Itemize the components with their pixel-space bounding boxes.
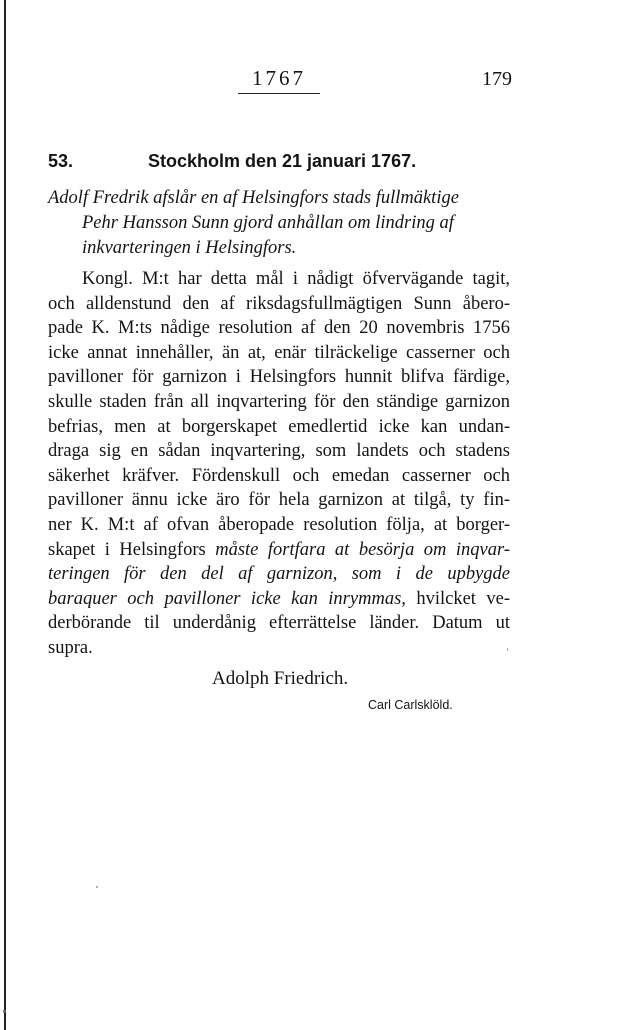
body-line: derbörande til underdånig efterrättelse länder. Datum ut bbox=[48, 613, 510, 634]
document-body bbox=[48, 267, 510, 661]
body-text-italic: måste fortfara at besörja om inqvar- bbox=[215, 539, 510, 560]
document-number: 53. bbox=[48, 151, 74, 171]
page-number: 179 bbox=[482, 68, 512, 90]
body-line: pavilloner ännu icke äro för hela garnizon at tilgå, ty fin- bbox=[48, 490, 510, 511]
body-line: Kongl. M:t har detta mål i nådigt öfvervägande tagit, bbox=[82, 269, 510, 289]
body-line: supra. bbox=[48, 637, 93, 658]
body-line: draga sig en sådan inqvartering, som landets och stadens bbox=[48, 441, 510, 462]
body-line-mixed bbox=[48, 538, 510, 563]
body-line: befrias, men at borgerskapet emedlertid icke kan undan- bbox=[48, 416, 510, 437]
body-line: säkerhet kräfver. Fördenskull och emedan casserner och bbox=[48, 465, 510, 486]
running-head-year: 1767 bbox=[252, 66, 306, 90]
body-text-roman: hvilcket ve- bbox=[416, 588, 511, 609]
body-line: pavilloner för garnizon i Helsingfors hunnit blifva färdige, bbox=[48, 367, 510, 388]
signature-countersign: Carl Carlsklöld. bbox=[368, 698, 453, 712]
scan-speck bbox=[3, 1010, 6, 1013]
scan-speck bbox=[507, 648, 508, 651]
body-line bbox=[48, 562, 510, 587]
summary-line: Adolf Fredrik afslår en af Helsingfors stads fullmäktige bbox=[48, 188, 459, 208]
body-line: icke annat innehåller, än at, enär tilräckelige casserner och bbox=[48, 342, 510, 363]
page-gutter-edge bbox=[4, 0, 6, 1030]
body-line: skulle staden från all inqvartering för den ständige garnizon bbox=[48, 391, 510, 412]
body-line: pade K. M:ts nådige resolution af den 20 novembris 1756 bbox=[48, 318, 510, 339]
scan-speck bbox=[96, 886, 98, 888]
summary-line: Pehr Hansson Sunn gjord anhållan om lindring af bbox=[82, 213, 454, 233]
signature-king: Adolph Friedrich. bbox=[212, 668, 349, 689]
summary-line: inkvarteringen i Helsingfors. bbox=[82, 238, 297, 258]
body-text-roman: skapet i Helsingfors bbox=[48, 539, 206, 560]
body-line: och alldenstund den af riksdagsfullmägtigen Sunn åbero- bbox=[48, 293, 510, 314]
body-line: ner K. M:t af ofvan åberopade resolution följa, at borger- bbox=[48, 514, 510, 535]
body-line-mixed bbox=[48, 587, 510, 612]
document-summary bbox=[48, 186, 518, 261]
document-place-date: Stockholm den 21 januari 1767. bbox=[148, 151, 417, 171]
body-text-italic: baraquer och pavilloner icke kan inrymmas, bbox=[48, 588, 406, 609]
body-text-italic: teringen för den del af garnizon, som i de upbygde bbox=[48, 564, 510, 585]
running-head-rule bbox=[238, 93, 320, 94]
